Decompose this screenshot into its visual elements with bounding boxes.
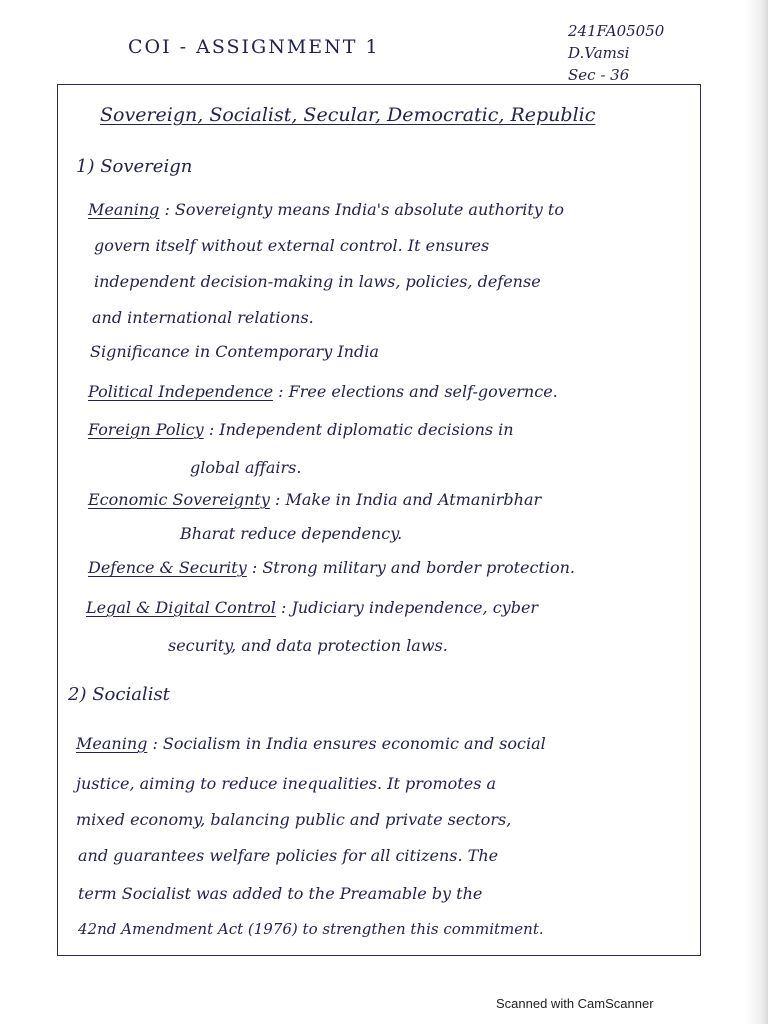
point-economic-sovereignty: Economic Sovereignty : Make in India and Atmanirbhar <box>88 490 542 509</box>
point-legal-digital-control-cont: security, and data protection laws. <box>168 636 448 655</box>
sovereign-meaning-line-4: and international relations. <box>92 308 314 327</box>
student-info <box>568 20 664 86</box>
socialist-meaning-line-5: term Socialist was added to the Preamable by the <box>78 884 483 903</box>
sovereign-meaning-line-3: independent decision-making in laws, policies, defense <box>94 272 541 291</box>
socialist-meaning-line-1: Meaning : Socialism in India ensures economic and social <box>76 734 546 753</box>
point-defence-security: Defence & Security : Strong military and border protection. <box>88 558 575 577</box>
significance-heading: Significance in Contemporary India <box>90 342 379 361</box>
sovereign-meaning-line-2: govern itself without external control. It ensures <box>94 236 490 255</box>
page-edge-shadow <box>746 0 768 1024</box>
assignment-title: COI - ASSIGNMENT 1 <box>128 36 380 58</box>
camscanner-watermark: Scanned with CamScanner <box>496 996 654 1011</box>
point-political-independence: Political Independence : Free elections and self-governce. <box>88 382 558 401</box>
socialist-meaning-label: Meaning <box>76 734 148 753</box>
point-foreign-policy: Foreign Policy : Independent diplomatic decisions in <box>88 420 514 439</box>
main-heading: Sovereign, Socialist, Secular, Democratic, Republic <box>100 104 596 126</box>
sovereign-meaning-line-1: Meaning : Sovereignty means India's absolute authority to <box>88 200 564 219</box>
sovereign-heading: 1) Sovereign <box>76 156 193 177</box>
socialist-meaning-line-3: mixed economy, balancing public and private sectors, <box>76 810 512 829</box>
student-name: D.Vamsi <box>568 44 630 62</box>
section-label: Sec - 36 <box>568 66 630 84</box>
point-legal-digital-control: Legal & Digital Control : Judiciary independence, cyber <box>86 598 539 617</box>
socialist-heading: 2) Socialist <box>68 684 170 705</box>
socialist-meaning-line-2: justice, aiming to reduce inequalities. It promotes a <box>76 774 497 793</box>
sovereign-meaning-label: Meaning <box>88 200 160 219</box>
socialist-meaning-line-6: 42nd Amendment Act (1976) to strengthen this commitment. <box>78 920 544 938</box>
socialist-meaning-line-4: and guarantees welfare policies for all citizens. The <box>78 846 499 865</box>
point-economic-sovereignty-cont: Bharat reduce dependency. <box>180 524 403 543</box>
roll-number: 241FA05050 <box>568 22 665 40</box>
point-foreign-policy-cont: global affairs. <box>190 458 302 477</box>
